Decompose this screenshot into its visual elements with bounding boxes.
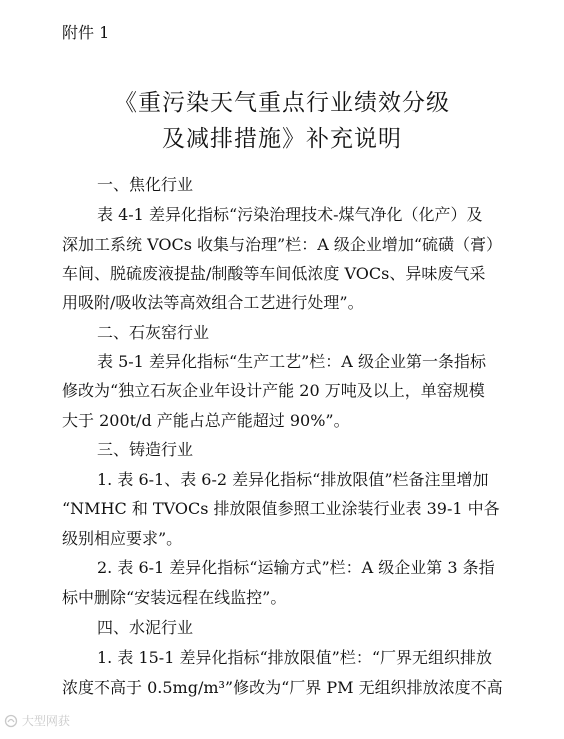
paragraph-line: 车间、脱硫废液提盐/制酸等车间低浓度 VOCs、异味废气采: [62, 264, 486, 283]
section-heading-lime-kiln: 二、石灰窑行业: [97, 323, 210, 342]
watermark: [4, 712, 70, 729]
paragraph-line: 修改为“独立石灰企业年设计产能 20 万吨及以上，单窑规模: [62, 381, 485, 400]
document-title-line-2: 及减排措施》补充说明: [162, 126, 402, 152]
paragraph-line: “NMHC 和 TVOCs 排放限值参照工业涂装行业表 39-1 中各: [62, 499, 500, 518]
paragraph-line: 表 5-1 差异化指标“生产工艺”栏：A 级企业第一条指标: [97, 352, 486, 371]
paragraph-line: 表 4-1 差异化指标“污染治理技术-煤气净化（化产）及: [97, 205, 483, 224]
section-heading-coking: 一、焦化行业: [97, 175, 194, 194]
paragraph-line: 深加工系统 VOCs 收集与治理”栏：A 级企业增加“硫磺（膏）: [62, 235, 503, 254]
paragraph-line: 标中删除“安装远程在线监控”。: [62, 588, 287, 607]
section-heading-casting: 三、铸造行业: [97, 440, 194, 459]
watermark-logo-icon: [4, 714, 18, 728]
paragraph-line: 1. 表 15-1 差异化指标“排放限值”栏：“厂界无组织排放: [97, 648, 493, 667]
paragraph-line: 1. 表 6-1、表 6-2 差异化指标“排放限值”栏备注里增加: [97, 470, 489, 489]
document-title-line-1: 《重污染天气重点行业绩效分级: [114, 90, 450, 116]
paragraph-line: 浓度不高于 0.5mg/m³”修改为“厂界 PM 无组织排放浓度不高: [62, 678, 503, 697]
paragraph-line: 2. 表 6-1 差异化指标“运输方式”栏：A 级企业第 3 条指: [97, 558, 495, 577]
watermark-text: 大型网获: [21, 714, 70, 728]
paragraph-line: 用吸附/吸收法等高效组合工艺进行处理”。: [62, 293, 364, 312]
attachment-label: 附件 1: [62, 23, 110, 42]
section-heading-cement: 四、水泥行业: [97, 618, 194, 637]
paragraph-line: 大于 200t/d 产能占总产能超过 90%”。: [62, 411, 350, 430]
paragraph-line: 级别相应要求”。: [62, 529, 183, 548]
